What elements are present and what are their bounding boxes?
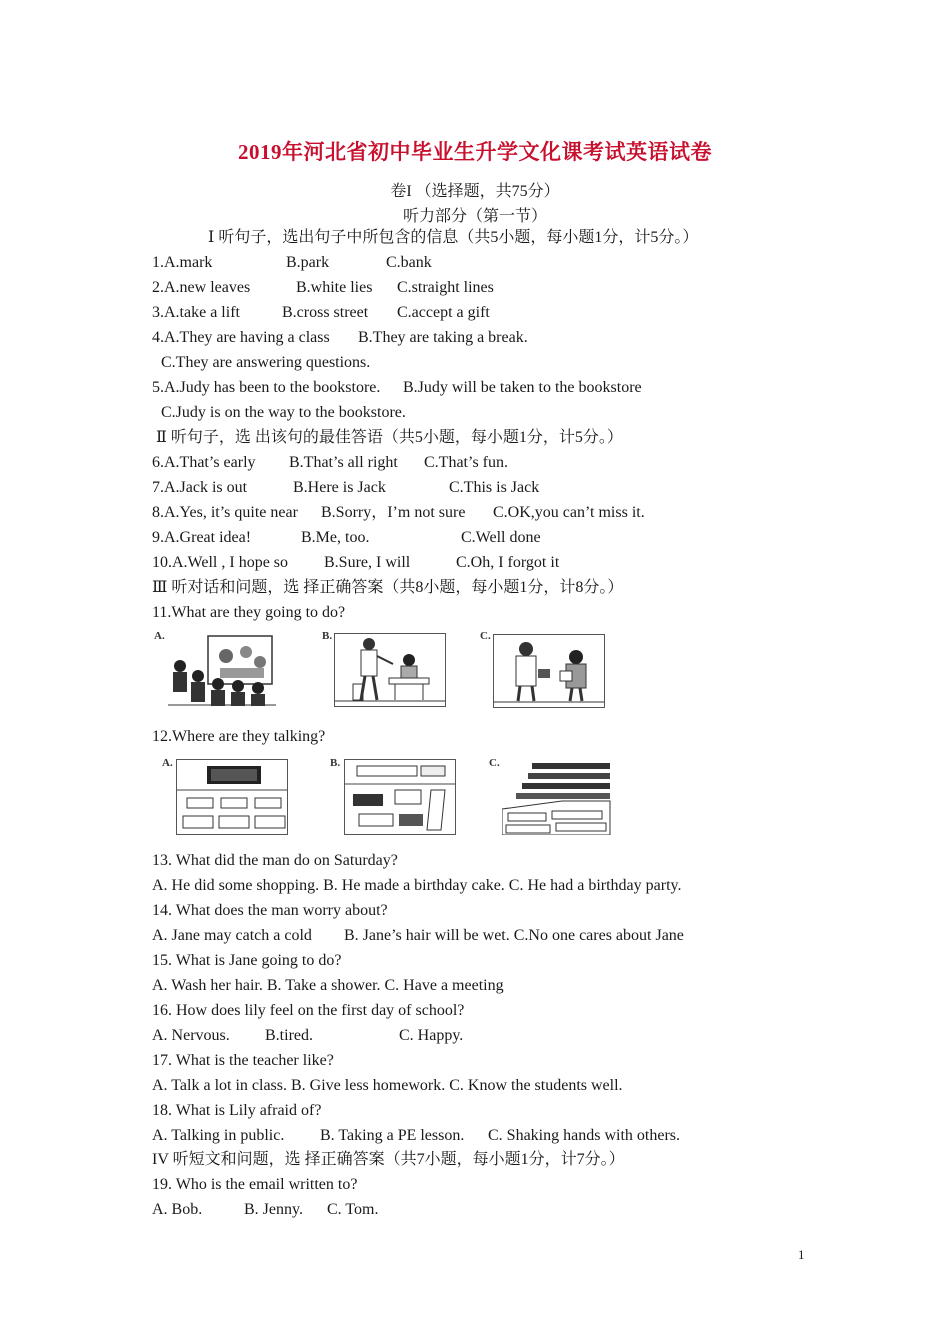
exam-title: 2019年河北省初中毕业生升学文化课考试英语试卷 [238,140,712,164]
question-11: 11.What are they going to do? [152,604,346,621]
q12-picture-a [176,759,288,835]
q6-option-a: 6.A.That’s early [152,454,256,471]
q13-options: A. He did some shopping. B. He made a birthday cake. C. He had a birthday party. [152,877,682,894]
q8-option-c: C.OK,you can’t miss it. [493,504,645,521]
q12-label-b: B. [330,757,341,769]
q11-picture-c [493,634,605,708]
q8-option-b: B.Sorry，I’m not sure [321,504,466,521]
q19-option-c: C. Tom. [327,1201,379,1218]
q10-option-b: B.Sure, I will [324,554,411,571]
q9-option-a: 9.A.Great idea! [152,529,252,546]
section1-heading: Ⅰ 听句子，选出句子中所包含的信息（共5小题，每小题1分，计5分。） [208,229,699,246]
q8-option-a: 8.A.Yes, it’s quite near [152,504,298,521]
q1-option-b: B.park [286,254,330,271]
q19-option-b: B. Jenny. [244,1201,303,1218]
q7-option-a: 7.A.Jack is out [152,479,248,496]
question-14: 14. What does the man worry about? [152,902,388,919]
q3-option-b: B.cross street [282,304,369,321]
q15-options: A. Wash her hair. B. Take a shower. C. Have a meeting [152,977,504,994]
section2-heading: Ⅱ 听句子，选 出该句的最佳答语（共5小题，每小题1分，计5分。） [156,429,623,446]
q11-picture-b [334,633,446,707]
q1-option-c: C.bank [386,254,432,271]
q16-option-a: A. Nervous. [152,1027,230,1044]
q17-options: A. Talk a lot in class. B. Give less homework. C. Know the students well. [152,1077,623,1094]
volume-heading: 卷I （选择题，共75分） [390,183,560,200]
question-16: 16. How does lily feel on the first day of school? [152,1002,465,1019]
question-12: 12.Where are they talking? [152,728,326,745]
q2-option-b: B.white lies [296,279,373,296]
section4-heading: IV 听短文和问题，选 择正确答案（共7小题，每小题1分，计7分。） [152,1151,625,1168]
q11-label-c: C. [480,630,491,642]
q6-option-b: B.That’s all right [289,454,398,471]
q2-option-c: C.straight lines [397,279,494,296]
page-number: 1 [798,1247,805,1262]
q16-option-c: C. Happy. [399,1027,464,1044]
q4-option-b: B.They are taking a break. [358,329,528,346]
q7-option-c: C.This is Jack [449,479,540,496]
question-18: 18. What is Lily afraid of? [152,1102,322,1119]
q4-option-c: C.They are answering questions. [161,354,371,371]
question-13: 13. What did the man do on Saturday? [152,852,398,869]
q2-option-a: 2.A.new leaves [152,279,251,296]
question-19: 19. Who is the email written to? [152,1176,358,1193]
q3-option-c: C.accept a gift [397,304,490,321]
section3-heading: Ⅲ 听对话和问题，选 择正确答案（共8小题，每小题1分，计8分。） [152,579,624,596]
q12-picture-b [344,759,456,835]
q6-option-c: C.That’s fun. [424,454,508,471]
q19-option-a: A. Bob. [152,1201,203,1218]
q12-picture-c [502,761,612,835]
q4-option-a: 4.A.They are having a class [152,329,330,346]
question-15: 15. What is Jane going to do? [152,952,342,969]
q3-option-a: 3.A.take a lift [152,304,240,321]
q5-option-b: B.Judy will be taken to the bookstore [403,379,642,396]
q9-option-b: B.Me, too. [301,529,370,546]
q1-option-a: 1.A.mark [152,254,213,271]
q14-option-a: A. Jane may catch a cold [152,927,312,944]
question-17: 17. What is the teacher like? [152,1052,334,1069]
q9-option-c: C.Well done [461,529,541,546]
q16-option-b: B.tired. [265,1027,313,1044]
q10-option-a: 10.A.Well , I hope so [152,554,289,571]
q14-option-bc: B. Jane’s hair will be wet. C.No one cares about Jane [344,927,684,944]
q7-option-b: B.Here is Jack [293,479,386,496]
q18-option-b: B. Taking a PE lesson. [320,1127,465,1144]
q18-option-c: C. Shaking hands with others. [488,1127,680,1144]
q10-option-c: C.Oh, I forgot it [456,554,560,571]
q5-option-c: C.Judy is on the way to the bookstore. [161,404,406,421]
q11-label-b: B. [322,630,333,642]
q18-option-a: A. Talking in public. [152,1127,285,1144]
q11-picture-a [168,632,276,706]
q11-label-a: A. [154,630,165,642]
q12-label-a: A. [162,757,173,769]
q5-option-a: 5.A.Judy has been to the bookstore. [152,379,381,396]
listening-part-heading: 听力部分（第一节） [402,208,547,225]
q12-label-c: C. [489,757,500,769]
